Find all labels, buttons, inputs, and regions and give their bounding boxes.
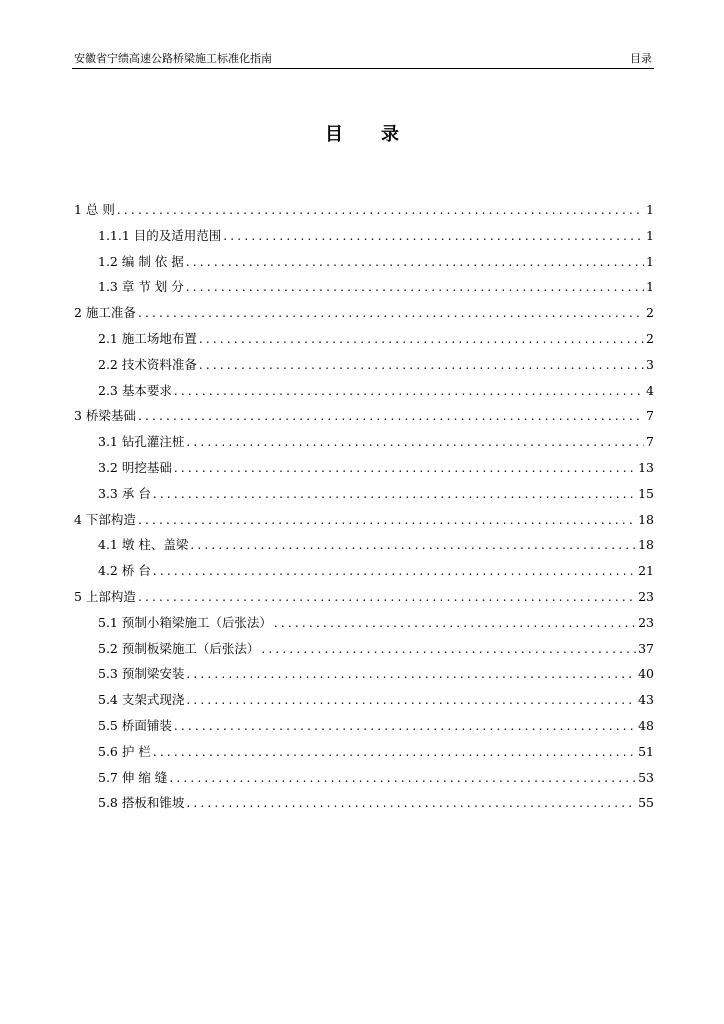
toc-leader-dots	[174, 719, 636, 733]
toc-entry[interactable]	[72, 226, 654, 252]
toc-leader-dots	[186, 796, 636, 810]
toc-page-number: 37	[638, 640, 654, 656]
toc-page-number: 1	[646, 253, 654, 269]
toc-page-number: 1	[646, 227, 654, 243]
toc-leader-dots	[186, 435, 644, 449]
toc-entry[interactable]	[72, 613, 654, 639]
toc-entry-label: 5.5 桥面铺装	[98, 717, 172, 733]
toc-entry[interactable]	[72, 793, 654, 819]
toc-entry-label: 5.6 护 栏	[98, 743, 151, 759]
toc-entry[interactable]	[72, 303, 654, 329]
toc-entry[interactable]	[72, 381, 654, 407]
toc-entry-label: 1.3 章 节 划 分	[98, 279, 184, 295]
toc-leader-dots	[169, 771, 636, 785]
toc-entry[interactable]	[72, 587, 654, 613]
toc-leader-dots	[117, 203, 644, 217]
toc-leader-dots	[199, 332, 644, 346]
toc-entry[interactable]	[72, 535, 654, 561]
toc-page-number: 15	[638, 485, 654, 501]
toc-leader-dots	[153, 745, 636, 759]
toc-entry-label: 1.1.1 目的及适用范围	[98, 227, 222, 243]
toc-entry[interactable]	[72, 742, 654, 768]
toc-page-number: 7	[646, 434, 654, 450]
toc-page-number: 4	[646, 382, 654, 398]
toc-page-number: 2	[646, 305, 654, 321]
toc-leader-dots	[186, 667, 636, 681]
toc-page-number: 2	[646, 330, 654, 346]
toc-leader-dots	[199, 358, 644, 372]
toc-leader-dots	[223, 229, 644, 243]
toc-leader-dots	[138, 409, 644, 423]
toc-entry-label: 3 桥梁基础	[74, 408, 136, 424]
toc-leader-dots	[174, 384, 644, 398]
toc-entry[interactable]	[72, 406, 654, 432]
toc-page-number: 23	[638, 614, 654, 630]
toc-entry-label: 2.1 施工场地布置	[98, 330, 197, 346]
toc-entry-label: 5.8 搭板和锥坡	[98, 795, 185, 811]
toc-leader-dots	[190, 538, 636, 552]
toc-entry[interactable]	[72, 664, 654, 690]
toc-entry-label: 3.2 明挖基础	[98, 459, 172, 475]
toc-page-number: 21	[638, 563, 654, 579]
toc-leader-dots	[186, 280, 644, 294]
toc-leader-dots	[274, 616, 636, 630]
toc-leader-dots	[186, 693, 636, 707]
toc-page-number: 18	[638, 537, 654, 553]
toc-entry-label: 2.2 技术资料准备	[98, 356, 197, 372]
toc-leader-dots	[153, 564, 636, 578]
toc-entry[interactable]	[72, 561, 654, 587]
toc-entry-label: 3.1 钻孔灌注桩	[98, 434, 185, 450]
toc-page-number: 53	[638, 769, 654, 785]
toc-page-number: 7	[646, 408, 654, 424]
toc-entry-label: 1 总 则	[74, 202, 115, 217]
toc-entry[interactable]	[72, 510, 654, 536]
toc-entry[interactable]	[72, 768, 654, 794]
toc-entry-label: 1.2 编 制 依 据	[98, 253, 184, 269]
toc-entry[interactable]	[72, 484, 654, 510]
toc-page-number: 1	[646, 202, 654, 217]
toc-page-number: 43	[638, 692, 654, 708]
header-section-name: 目录	[630, 52, 652, 65]
toc-page-number: 18	[638, 511, 654, 527]
toc-entry[interactable]	[72, 639, 654, 665]
toc-entry-label: 4.2 桥 台	[98, 563, 151, 579]
toc-entry-label: 5.4 支架式现浇	[98, 692, 185, 708]
toc-page-number: 48	[638, 717, 654, 733]
toc-entry-label: 5.2 预制板梁施工（后张法）	[98, 640, 260, 656]
toc-entry-label: 2.3 基本要求	[98, 382, 172, 398]
toc-entry[interactable]	[72, 277, 654, 303]
toc-entry-label: 5 上部构造	[74, 588, 136, 604]
toc-leader-dots	[153, 487, 636, 501]
header-document-title: 安徽省宁绩高速公路桥梁施工标准化指南	[74, 52, 272, 65]
toc-entry[interactable]	[72, 432, 654, 458]
toc-entry[interactable]	[72, 458, 654, 484]
toc-entry[interactable]	[72, 200, 654, 226]
toc-leader-dots	[174, 461, 636, 475]
toc-page-number: 51	[638, 743, 654, 759]
toc-entry-label: 2 施工准备	[74, 305, 136, 321]
toc-entry-label: 5.1 预制小箱梁施工（后张法）	[98, 614, 272, 630]
toc-entry[interactable]	[72, 716, 654, 742]
toc-entry[interactable]	[72, 690, 654, 716]
toc-page-number: 55	[638, 795, 654, 811]
toc-page-number: 13	[638, 459, 654, 475]
toc-leader-dots	[261, 642, 636, 656]
toc-leader-dots	[138, 590, 636, 604]
toc-page-number: 1	[646, 279, 654, 295]
toc-entry[interactable]	[72, 252, 654, 278]
toc-leader-dots	[138, 513, 636, 527]
toc-page-number: 40	[638, 666, 654, 682]
table-of-contents	[72, 200, 654, 819]
toc-entry-label: 5.3 预制梁安装	[98, 666, 185, 682]
toc-entry-label: 3.3 承 台	[98, 485, 151, 501]
page-title: 目录	[325, 124, 437, 145]
page-header	[72, 50, 654, 69]
toc-entry-label: 4 下部构造	[74, 511, 136, 527]
toc-entry-label: 4.1 墩 柱、盖梁	[98, 537, 189, 553]
toc-entry-label: 5.7 伸 缩 缝	[98, 769, 168, 785]
toc-entry[interactable]	[72, 355, 654, 381]
toc-page-number: 23	[638, 588, 654, 604]
toc-page-number: 3	[646, 356, 654, 372]
toc-leader-dots	[186, 255, 644, 269]
toc-leader-dots	[138, 306, 644, 320]
toc-entry[interactable]	[72, 329, 654, 355]
